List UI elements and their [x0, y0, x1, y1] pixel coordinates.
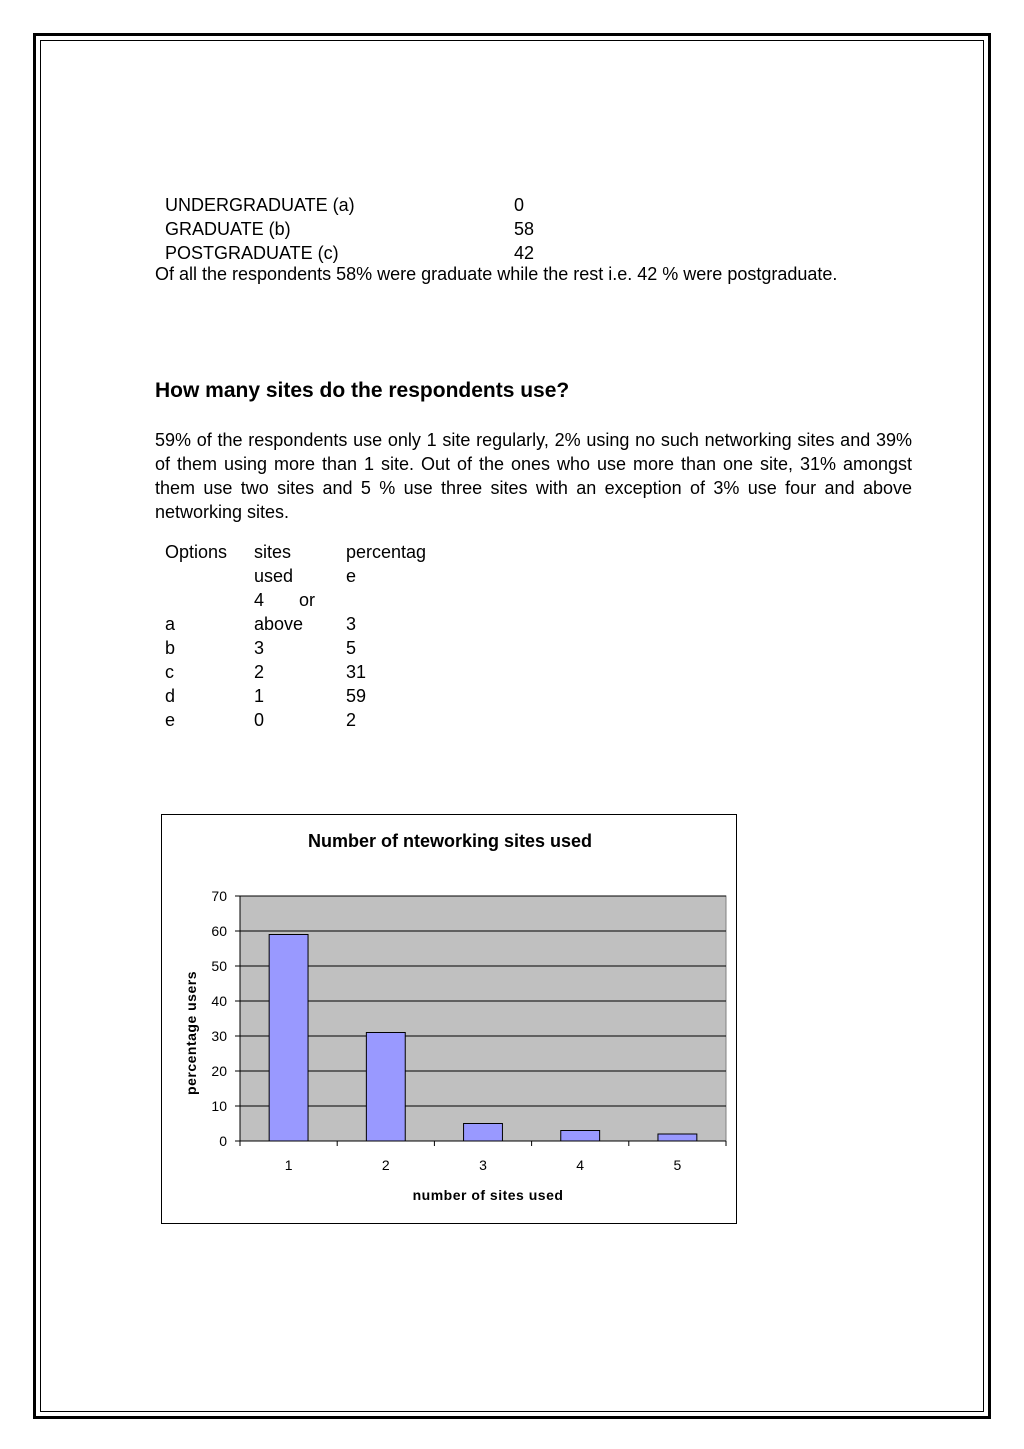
education-value: 42	[514, 243, 535, 263]
percentage-cell: 5	[346, 638, 357, 658]
sites-usage-paragraph: 59% of the respondents use only 1 site regularly, 2% using no such networking sites and 39% of them using more than 1 site. Out of the ones who use more than one site, 31% amongst them use two sites and 5 % use three sites with an exception of 3% use four and above networking sites.	[155, 430, 912, 522]
education-table	[165, 193, 534, 265]
header-text: e	[346, 566, 357, 586]
table-row	[165, 588, 466, 636]
y-tick-label: 70	[211, 888, 227, 904]
option-cell: d	[165, 686, 176, 706]
chart-container	[161, 814, 737, 1224]
option-cell: a	[165, 614, 176, 634]
education-summary-paragraph: Of all the respondents 58% were graduate while the rest i.e. 42 % were postgraduate.	[155, 264, 838, 284]
education-row-graduate	[165, 217, 534, 241]
y-tick-label: 60	[211, 923, 227, 939]
sites-cell: 3	[254, 638, 265, 658]
percentage-cell: 31	[346, 662, 367, 682]
education-value: 58	[514, 219, 535, 239]
percentage-cell: 2	[346, 710, 357, 730]
bar	[366, 1033, 405, 1142]
option-cell: e	[165, 710, 176, 730]
sites-header-cell	[254, 540, 346, 588]
percentage-header-cell	[346, 540, 466, 588]
sites-cell: 1	[254, 686, 265, 706]
table-row	[165, 708, 466, 732]
table-row	[165, 684, 466, 708]
y-tick-label: 30	[211, 1028, 227, 1044]
bar	[269, 935, 308, 1142]
education-value: 0	[514, 195, 525, 215]
percentage-cell: 59	[346, 686, 367, 706]
header-text: used	[254, 566, 294, 586]
percentage-cell: 3	[346, 614, 357, 634]
options-header-cell	[165, 540, 254, 588]
y-axis-label: percentage users	[183, 971, 199, 1095]
x-tick-label: 2	[381, 1157, 390, 1173]
x-tick-label: 3	[479, 1157, 487, 1173]
table-row	[165, 636, 466, 660]
options-table	[165, 540, 466, 732]
header-text: sites	[254, 542, 292, 562]
sites-text: above	[254, 614, 304, 634]
education-label: GRADUATE (b)	[165, 219, 291, 239]
y-tick-label: 40	[211, 993, 227, 1009]
option-cell: b	[165, 638, 176, 658]
options-header-row	[165, 540, 466, 588]
bar	[464, 1124, 503, 1142]
header-text: Options	[165, 542, 228, 562]
education-row-undergraduate	[165, 193, 534, 217]
y-tick-label: 0	[219, 1133, 227, 1149]
option-cell: c	[165, 662, 174, 682]
sites-cell: 0	[254, 710, 265, 730]
education-label: UNDERGRADUATE (a)	[165, 195, 355, 215]
y-tick-label: 50	[211, 958, 227, 974]
y-tick-label: 10	[211, 1098, 227, 1114]
bar	[658, 1134, 697, 1141]
section-heading: How many sites do the respondents use?	[155, 379, 570, 402]
x-tick-label: 5	[673, 1157, 682, 1173]
plot-area	[211, 888, 726, 1173]
bar	[561, 1131, 600, 1142]
chart-title: Number of nteworking sites used	[307, 831, 593, 851]
sites-cell: 2	[254, 662, 265, 682]
y-tick-label: 20	[211, 1063, 227, 1079]
plot-background	[240, 896, 726, 1141]
education-label: POSTGRADUATE (c)	[165, 243, 339, 263]
header-text: percentag	[346, 542, 427, 562]
x-tick-label: 4	[576, 1157, 585, 1173]
sites-cell	[254, 588, 346, 636]
x-tick-label: 1	[284, 1157, 293, 1173]
bar-chart	[162, 815, 736, 1223]
sites-text: 4 or	[254, 590, 316, 610]
x-axis-label: number of sites used	[412, 1187, 564, 1203]
table-row	[165, 660, 466, 684]
